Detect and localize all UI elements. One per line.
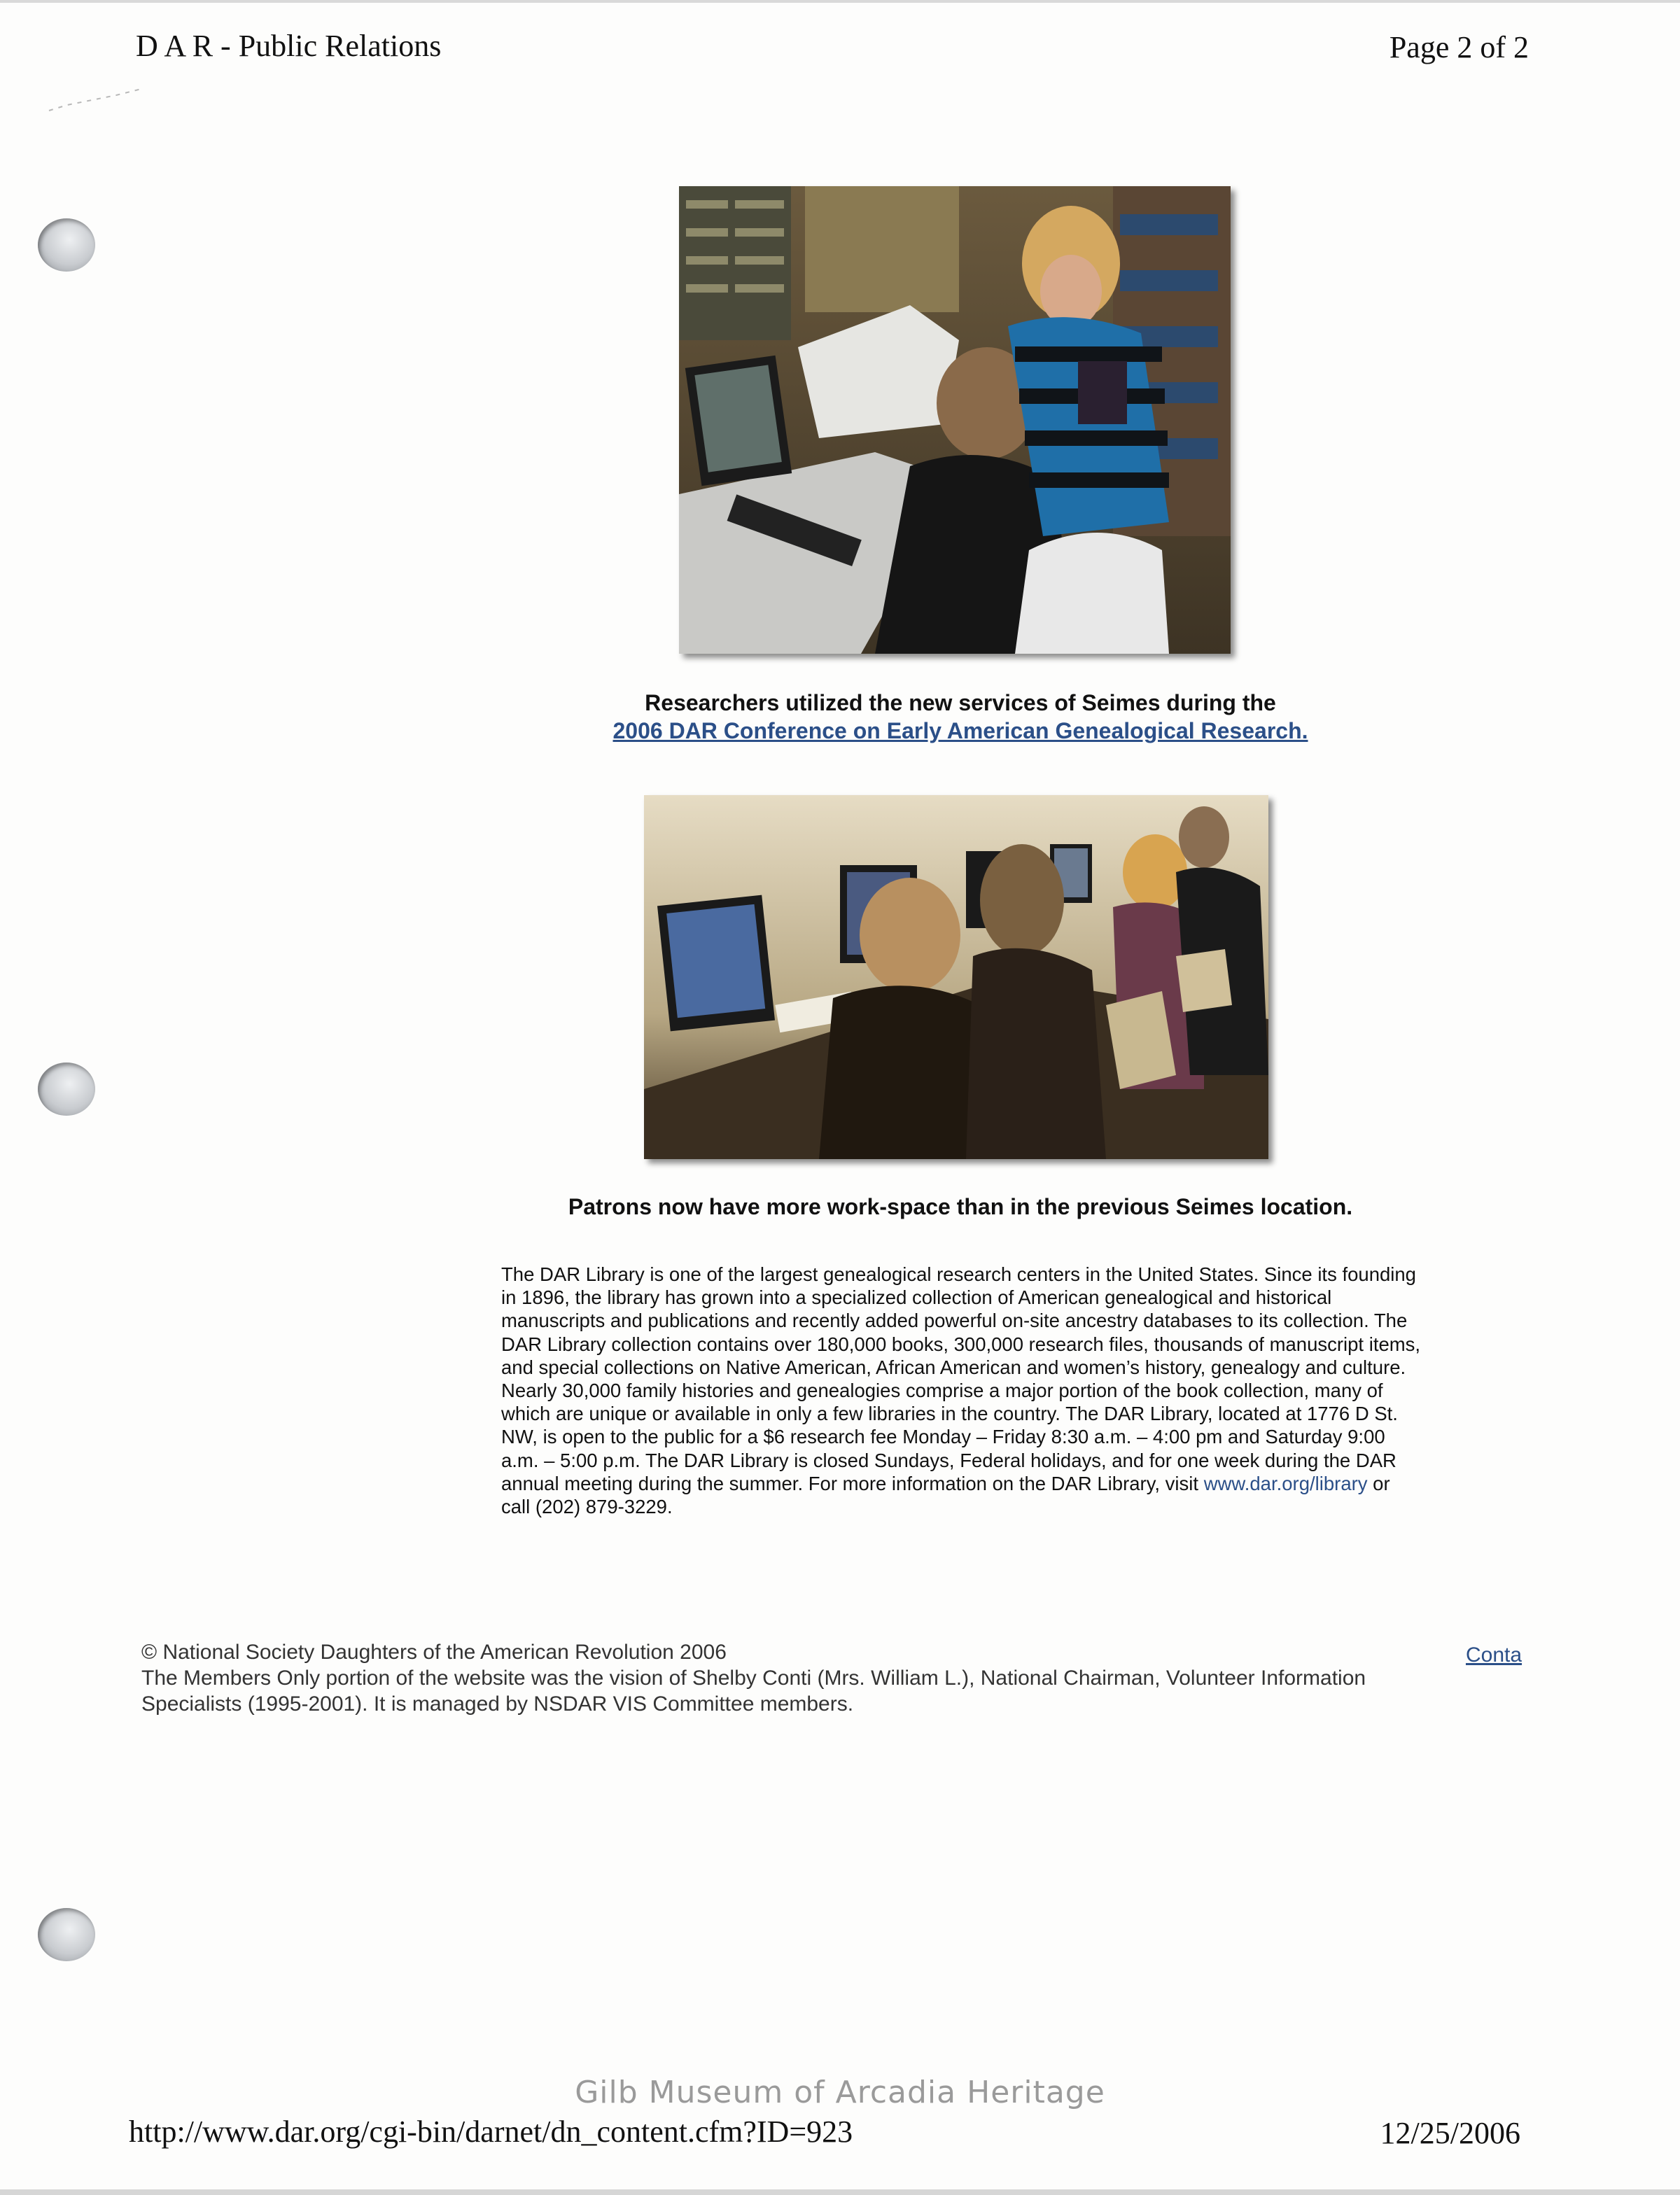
photo-researchers-at-computer	[679, 186, 1231, 654]
photo-caption-researchers: Researchers utilized the new services of Seimes during the	[645, 690, 1276, 715]
photo-caption-patrons: Patrons now have more work-space than in the previous Seimes location.	[568, 1194, 1353, 1219]
print-footer-date: 12/25/2006	[1380, 2116, 1520, 2150]
paragraph-text-end: or call (202) 879-3229.	[501, 1472, 1390, 1518]
copyright-notice: © National Society Daughters of the American Revolution 2006	[141, 1641, 727, 1664]
print-header-page-number: Page 2 of 2	[1389, 30, 1529, 64]
print-footer-url: http://www.dar.org/cgi-bin/darnet/dn_content.cfm?ID=923	[129, 2115, 853, 2149]
scan-smudge-mark	[46, 80, 151, 115]
library-description-paragraph	[501, 1263, 1422, 1518]
binder-hole-bottom	[38, 1908, 95, 1961]
conference-link[interactable]: 2006 DAR Conference on Early American Genealogical Research.	[612, 718, 1308, 743]
binder-hole-middle	[38, 1063, 95, 1116]
contact-link[interactable]: Conta	[1466, 1643, 1522, 1667]
page-bottom-edge	[0, 2189, 1680, 2195]
paragraph-text: The DAR Library is one of the largest genealogical research centers in the United States. Since its founding in 1896, the library has grown into a specialized collection of American genealogical and historical manuscripts and publications and recently added powerful on-site ancestry databases to its collection. The DAR Library collection contains over 180,000 books, 300,000 research files, thousands of manuscript items, and special collections on Native American, African American and women’s history, genealogy and culture. Nearly 30,000 family histories and genealogies comprise a major portion of the book collection, many of which are unique or available in only a few libraries in the country. The DAR Library, located at 1776 D St. NW, is open to the public for a $6 research fee Monday – Friday 8:30 a.m. – 4:00 pm and Saturday 9:00 a.m. – 5:00 p.m. The DAR Library is closed Sundays, Federal holidays, and for one week during the DAR annual meeting during the summer. For more information on the DAR Library, visit	[501, 1263, 1421, 1494]
library-link[interactable]: www.dar.org/library	[1203, 1472, 1368, 1494]
print-header-title: D A R - Public Relations	[136, 29, 442, 63]
museum-watermark: Gilb Museum of Arcadia Heritage	[575, 2075, 1105, 2110]
site-footer	[141, 1639, 1373, 1717]
photo-patrons-workspace	[644, 795, 1268, 1159]
binder-hole-top	[38, 218, 95, 272]
page-top-edge	[0, 0, 1680, 3]
footer-credit: The Members Only portion of the website was the vision of Shelby Conti (Mrs. William L.), National Chairman, Volunteer Information Specialists (1995-2001). It is managed by NSDAR VIS Committee members.	[141, 1667, 1366, 1716]
